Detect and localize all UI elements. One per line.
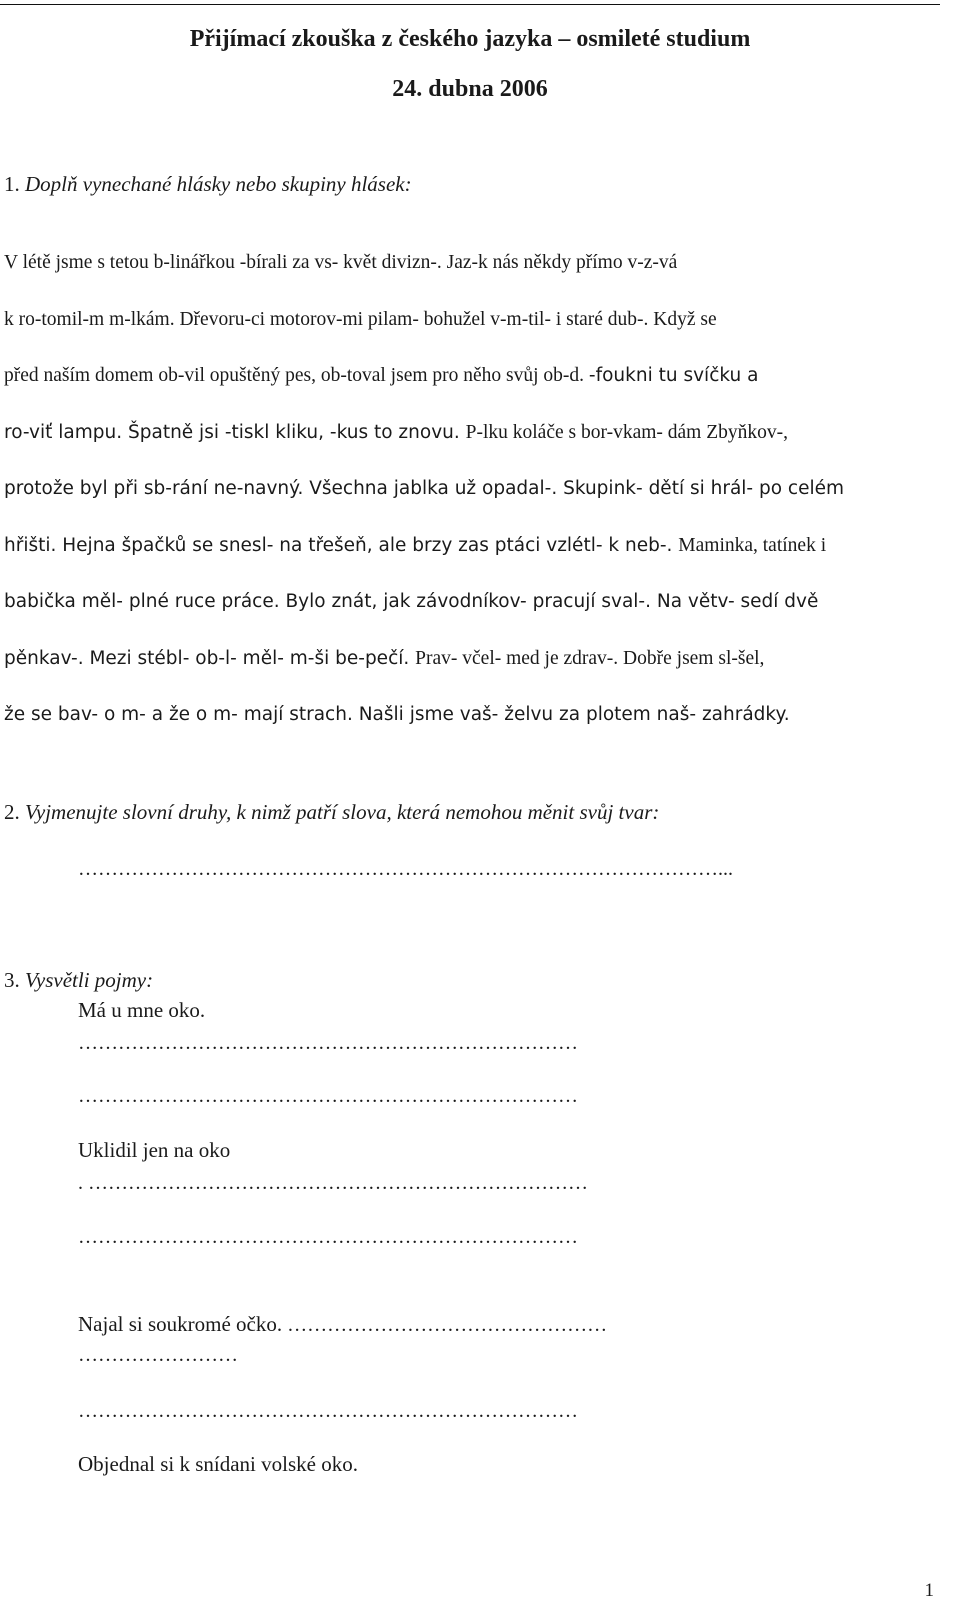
task-1-line-7: babička měl- plné ruce práce. Bylo znát, jak závodníkov- pracují sval-. Na větv- sedí dvě <box>4 591 819 612</box>
task-3-instruction: Vysvětli pojmy: <box>25 968 154 992</box>
task-1-line-2: k ro-tomil-m m-lkám. Dřevoru-ci motorov-mi pilam- bohužel v-m-til- i staré dub-. Když se <box>4 308 717 330</box>
task-1-line-1: V létě jsme s tetou b-linářkou -bírali za vs- květ divizn-. Jaz-k nás někdy přímo v-z-vá <box>4 252 678 273</box>
task-1-line-5: protože byl při sb-rání ne-navný. Všechna jablka už opadal-. Skupink- dětí si hrál- po celém <box>4 478 845 499</box>
task-3-heading <box>4 968 153 993</box>
term-4-label: Objednal si k snídani volské oko. <box>78 1452 358 1476</box>
task-1-line-8: pěnkav-. Mezi stébl- ob-l- měl- m-ši be-pečí. <box>4 647 416 669</box>
task-3-number: 3. <box>4 968 20 992</box>
term-1-answer-line-b[interactable]: ………………………………………………………………… <box>78 1085 578 1107</box>
task-1-instruction: Doplň vynechané hlásky nebo skupiny hlásek: <box>25 172 412 196</box>
task-1-line-3: před naším domem ob-vil opuštěný pes, ob-toval jsem pro něho svůj ob-d. <box>4 365 589 386</box>
top-rule <box>0 4 940 5</box>
task-1-line-3b: -foukni tu svíčku a <box>588 365 759 386</box>
exam-date: 24. dubna 2006 <box>392 76 548 102</box>
term-3-label-text: Najal si soukromé očko. <box>78 1312 283 1336</box>
term-2-label: Uklidil jen na oko <box>78 1138 231 1162</box>
task-2-number: 2. <box>4 800 20 824</box>
term-2-answer-line-a[interactable]: . ………………………………………………………………… <box>78 1172 588 1194</box>
task-1-line-8b: Prav- včel- med je zdrav-. Dobře jsem sl-šel, <box>415 647 765 669</box>
task-2-instruction: Vyjmenujte slovní druhy, k nimž patří slova, která nemohou měnit svůj tvar: <box>25 800 660 824</box>
task-1-heading <box>4 172 412 197</box>
task-1-line-6: hřišti. Hejna špačků se snesl- na třešeň, ale brzy zas ptáci vzlétl- k neb-. <box>4 534 679 556</box>
exam-title: Přijímací zkouška z českého jazyka – osmileté studium <box>189 26 751 52</box>
page-number: 1 <box>924 1580 934 1601</box>
task-1-number: 1. <box>4 172 20 196</box>
task-1-text <box>4 235 934 744</box>
task-2-answer-line[interactable]: ……………………………………………………………………………………... <box>78 858 733 880</box>
term-3-label <box>78 1312 607 1337</box>
term-1-answer-line-a[interactable]: ………………………………………………………………… <box>78 1032 578 1054</box>
term-2-answer-line-b[interactable]: ………………………………………………………………… <box>78 1226 578 1248</box>
task-1-line-9: že se bav- o m- a že o m- mají strach. Našli jsme vaš- želvu za plotem naš- zahrádky. <box>4 704 790 725</box>
term-3-inline-line[interactable]: ………………………………………… <box>282 1314 608 1336</box>
task-1-line-6b: Maminka, tatínek i <box>678 534 827 556</box>
term-1-label: Má u mne oko. <box>78 998 206 1022</box>
term-3-answer-line-b[interactable]: ………………………………………………………………… <box>78 1400 578 1422</box>
task-1-line-4: ro-viť lampu. Špatně jsi -tiskl kliku, -kus to znovu. <box>4 421 466 443</box>
task-2-heading <box>4 800 659 825</box>
term-3-answer-line-a[interactable]: …………………… <box>78 1344 238 1366</box>
task-1-line-4b: P-lku koláče s bor-vkam- dám Zbyňkov-, <box>465 421 788 443</box>
